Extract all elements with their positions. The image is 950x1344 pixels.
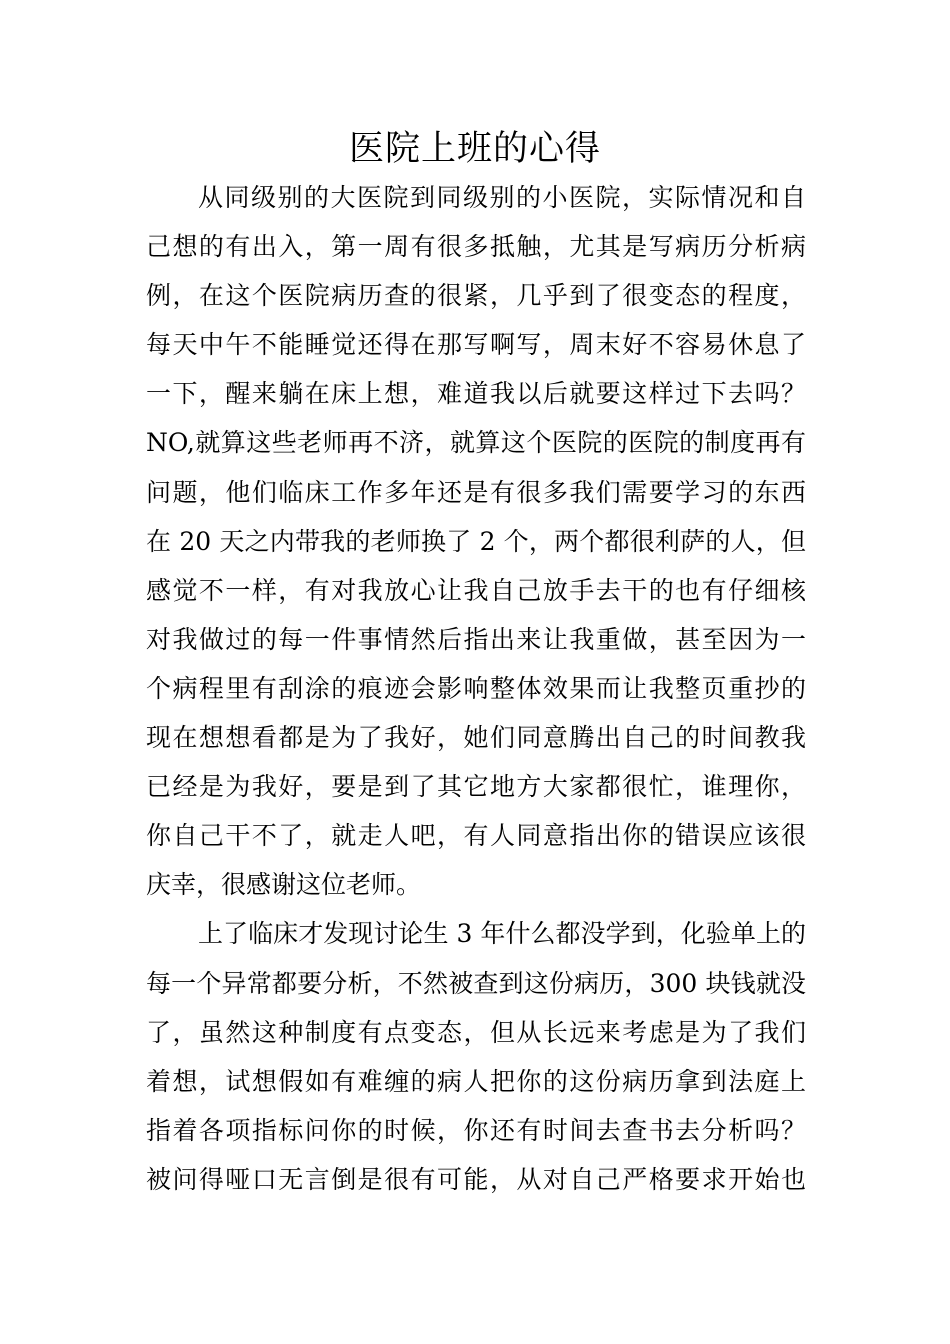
text-line: 现在想想看都是为了我好，她们同意腾出自己的时间教我 <box>146 723 806 753</box>
text-line: 对我做过的每一件事情然后指出来让我重做，甚至因为一 <box>146 624 806 654</box>
document-title: 医院上班的心得 <box>348 129 601 169</box>
text-line: 例，在这个医院病历查的很紧，几乎到了很变态的程度， <box>146 281 806 311</box>
text-line: 已经是为我好，要是到了其它地方大家都很忙，谁理你， <box>146 772 806 802</box>
text-line: 己想的有出入，第一周有很多抵触，尤其是写病历分析病 <box>146 232 806 262</box>
text-line: 庆幸，很感谢这位老师。 <box>146 870 422 900</box>
text-line: 从同级别的大医院到同级别的小医院，实际情况和自 <box>198 183 806 212</box>
text-line: 着想，试想假如有难缠的病人把你的这份病历拿到法庭上 <box>146 1066 806 1096</box>
document-body <box>146 173 806 1204</box>
text-line: 个病程里有刮涂的痕迹会影响整体效果而让我整页重抄的 <box>146 673 806 703</box>
text-line: 上了临床才发现讨论生 3 年什么都没学到，化验单上的 <box>198 919 806 949</box>
text-line: 你自己干不了，就走人吧，有人同意指出你的错误应该很 <box>146 821 806 851</box>
text-line: 每一个异常都要分析，不然被查到这份病历，300 块钱就没 <box>146 968 806 998</box>
text-line: 感觉不一样，有对我放心让我自己放手去干的也有仔细核 <box>146 575 806 605</box>
text-line: 被问得哑口无言倒是很有可能，从对自己严格要求开始也 <box>146 1164 806 1194</box>
text-line: 问题，他们临床工作多年还是有很多我们需要学习的东西 <box>146 477 806 507</box>
text-line: 在 20 天之内带我的老师换了 2 个，两个都很利萨的人，但 <box>146 526 806 556</box>
text-line: 一下，醒来躺在床上想，难道我以后就要这样过下去吗？ <box>146 379 806 409</box>
text-line: NO,就算这些老师再不济，就算这个医院的医院的制度再有 <box>146 428 806 458</box>
text-line: 了，虽然这种制度有点变态，但从长远来考虑是为了我们 <box>146 1017 806 1047</box>
text-line: 每天中午不能睡觉还得在那写啊写，周末好不容易休息了 <box>146 330 806 360</box>
text-line: 指着各项指标问你的时候，你还有时间去查书去分析吗？ <box>146 1115 806 1145</box>
